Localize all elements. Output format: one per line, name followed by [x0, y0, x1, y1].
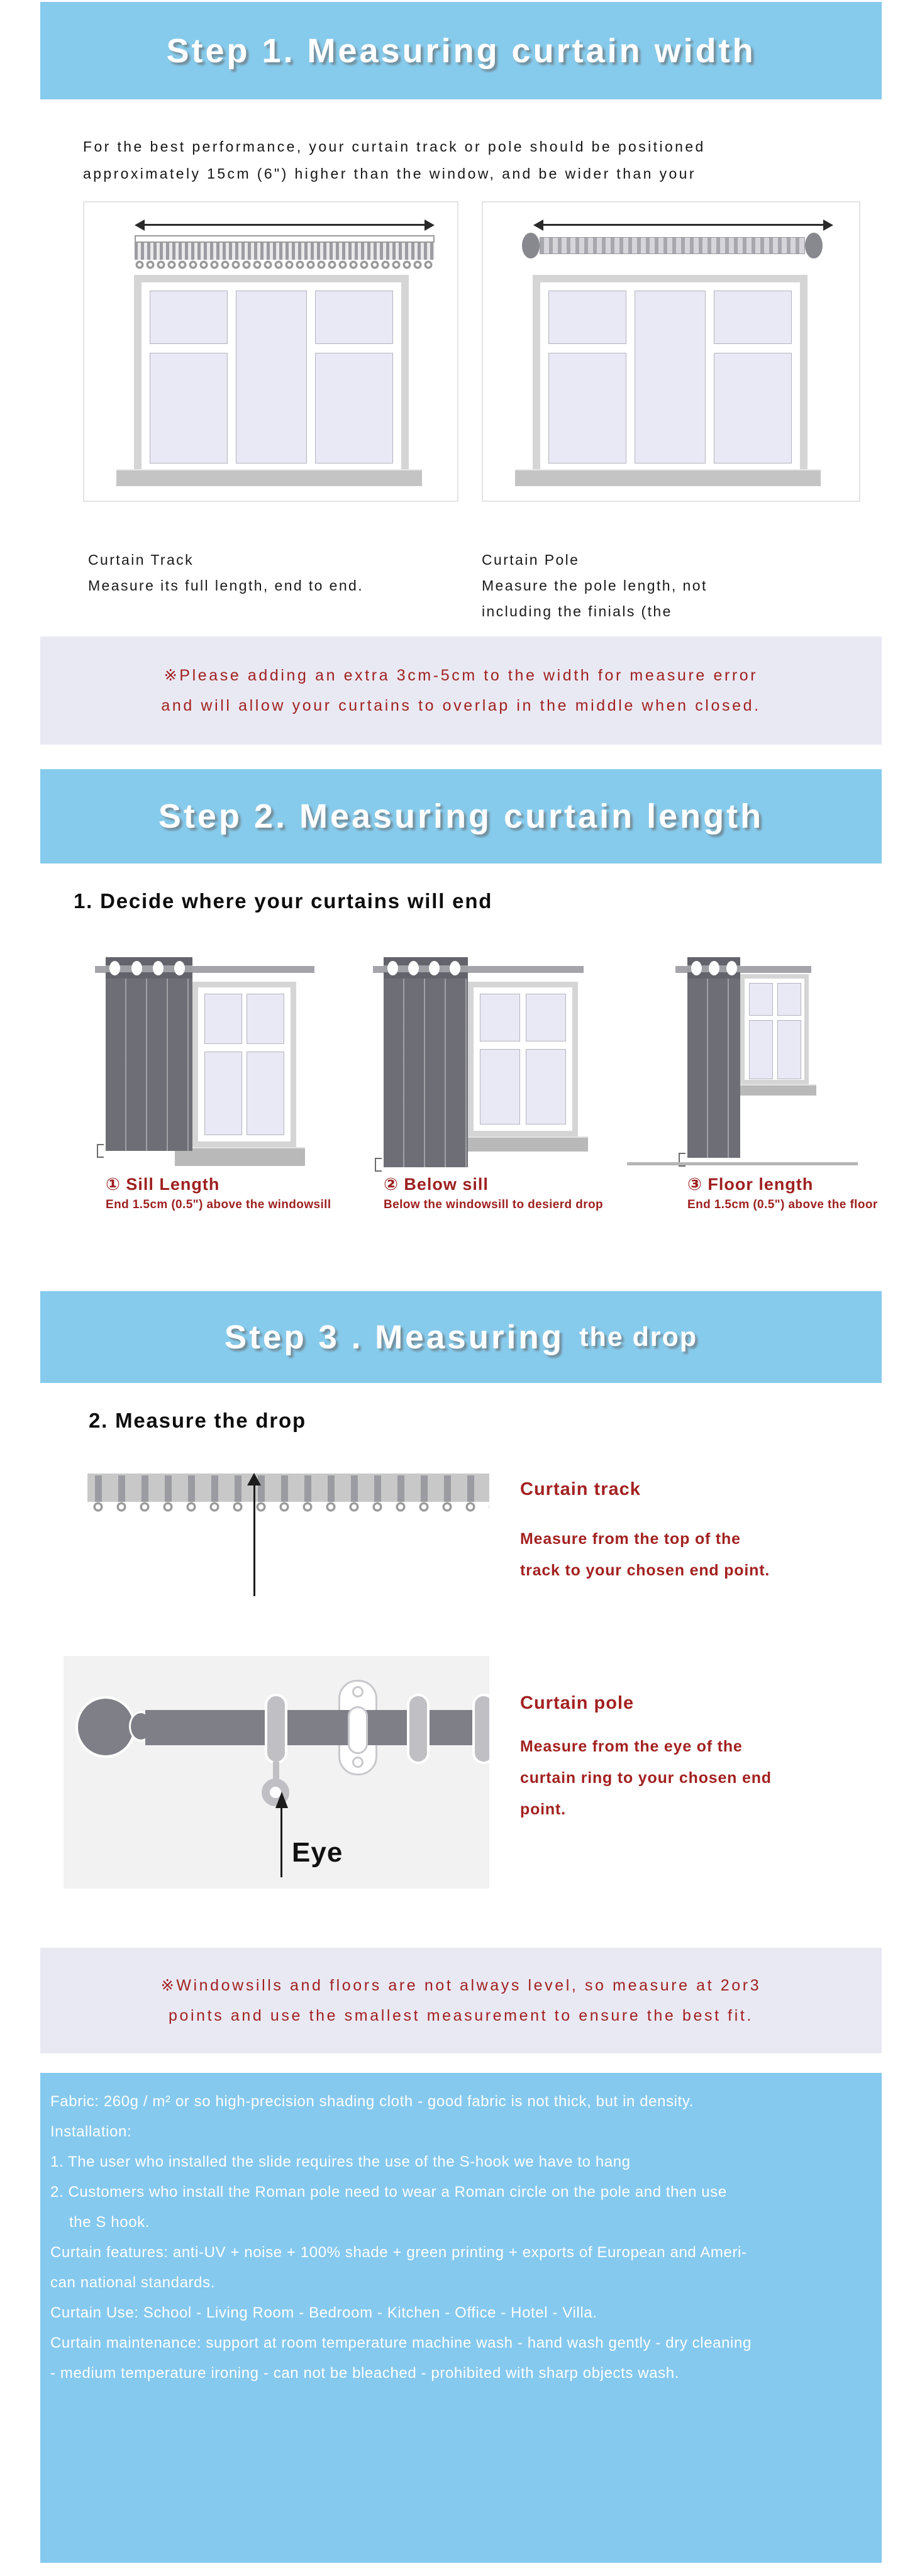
- info-maintenance: Curtain maintenance: support at room temperature machine wash - hand wash gently - dry cleaning: [50, 2334, 752, 2351]
- glider-loops: [87, 1501, 489, 1514]
- arrow-right-icon: [424, 219, 435, 231]
- bracket-screw: [352, 1686, 363, 1697]
- grommet: [450, 961, 460, 975]
- window-sill: [116, 469, 422, 486]
- info-features-2: can national standards.: [50, 2274, 215, 2291]
- measure-mark: [97, 1144, 104, 1158]
- info-install-2b: the S hook.: [69, 2214, 150, 2231]
- curtain-heading-pleats: [135, 243, 435, 260]
- pole-drop-title: Curtain pole: [520, 1693, 635, 1713]
- drop-note-line1: ※Windowsills and floors are not always level, so measure at 2or3: [160, 1977, 762, 1994]
- window-pane: [236, 291, 307, 464]
- grommet: [131, 961, 142, 975]
- info-features: Curtain features: anti-UV + noise + 100% shade + green printing + exports of European and Ameri-: [50, 2244, 747, 2261]
- track-caption-title: Curtain Track: [88, 552, 194, 568]
- window-frame: [134, 275, 409, 479]
- window-sill: [458, 1136, 588, 1152]
- track-gliders: [87, 1475, 489, 1502]
- step3-subheading: 2. Measure the drop: [89, 1409, 306, 1432]
- option-below-sill-desc: Below the windowsill to desierd drop: [384, 1198, 604, 1211]
- window-pane: [526, 1049, 566, 1124]
- pole-caption-title: Curtain Pole: [482, 552, 580, 568]
- step3-title-sub: the drop: [579, 1321, 698, 1352]
- window-frame: [192, 982, 296, 1147]
- window-pane: [315, 291, 393, 344]
- info-install-1: 1. The user who installed the slide requires the use of the S-hook we have to hang: [50, 2153, 631, 2170]
- step1-intro: [83, 133, 706, 187]
- window-pane: [548, 291, 626, 344]
- grommet: [429, 961, 440, 975]
- curtain-panel: [106, 979, 192, 1151]
- step1-title: Step 1. Measuring curtain width: [166, 31, 756, 70]
- grommet: [387, 961, 398, 975]
- window-frame: [468, 982, 578, 1136]
- window-pane: [526, 994, 566, 1041]
- width-note-line2: and will allow your curtains to overlap in the middle when closed.: [161, 697, 761, 714]
- pole-caption-line1: Measure the pole length, not: [482, 577, 707, 594]
- curtain-ring: [265, 1694, 287, 1764]
- grommet: [174, 961, 185, 975]
- curtain-ring: [472, 1694, 489, 1764]
- step2-header-banner: [40, 769, 882, 863]
- drop-note-line2: points and use the smallest measurement to ensure the best fit.: [169, 2007, 753, 2024]
- width-note-line1: ※Please adding an extra 3cm-5cm to the width for measure error: [164, 667, 758, 684]
- window-pane: [204, 994, 242, 1044]
- grommet: [153, 961, 164, 975]
- window-pane: [480, 994, 520, 1041]
- window-pane: [635, 291, 706, 464]
- curtain-ring: [407, 1694, 430, 1764]
- drop-arrow-head-icon: [247, 1473, 261, 1485]
- grommet: [726, 961, 737, 975]
- step3-title-main: Step 3 . Measuring: [224, 1318, 565, 1356]
- width-arrow: [533, 219, 833, 231]
- product-info-panel: [40, 2073, 882, 2563]
- bracket-slot: [348, 1706, 368, 1754]
- eye-arrow-stem: [280, 1807, 282, 1877]
- pole-finial: [805, 233, 823, 258]
- window-sill: [515, 469, 821, 486]
- window-pane: [548, 353, 626, 464]
- eye-arrow-head-icon: [275, 1792, 288, 1808]
- drop-arrow-stem: [253, 1484, 255, 1596]
- window-sill: [175, 1147, 305, 1166]
- pole-bar: [145, 1710, 489, 1745]
- track-caption: [88, 547, 363, 599]
- pole-caption-line2: including the finials (the: [482, 603, 672, 619]
- window-frame: [533, 275, 807, 479]
- window-pane: [777, 983, 801, 1016]
- pole-finial: [522, 233, 540, 258]
- track-bar: [135, 235, 435, 243]
- window-pane: [714, 353, 792, 464]
- window-sill: [731, 1084, 816, 1096]
- arrow-right-icon: [823, 219, 833, 231]
- curtain-pole-illustration: [482, 201, 860, 502]
- option-sill-length-label: ① Sill Length: [106, 1175, 220, 1194]
- window-pane: [150, 353, 228, 464]
- eye-label: Eye: [292, 1837, 343, 1868]
- window-pane: [777, 1020, 801, 1079]
- track-caption-body: Measure its full length, end to end.: [88, 577, 364, 594]
- option-floor-length-label: ③ Floor length: [687, 1175, 814, 1194]
- pole-finial-ball: [75, 1696, 136, 1758]
- info-use: Curtain Use: School - Living Room - Bedroom - Kitchen - Office - Hotel - Villa.: [50, 2304, 597, 2321]
- track-hook-loops: [135, 260, 435, 270]
- bracket-screw: [352, 1757, 363, 1768]
- step1-header-banner: [40, 2, 882, 99]
- curtain-panel: [687, 979, 740, 1158]
- curtain-pole-drop-illustration: [64, 1656, 489, 1889]
- pole-caption: [482, 547, 707, 625]
- option-below-sill-label: ② Below sill: [384, 1175, 489, 1194]
- measure-mark: [375, 1158, 382, 1172]
- window-pane: [714, 291, 792, 344]
- info-fabric: Fabric: 260g / m² or so high-precision shading cloth - good fabric is not thick, but in density.: [50, 2093, 694, 2110]
- window-pane: [315, 353, 393, 464]
- grommet: [408, 961, 419, 975]
- intro-line-2: approximately 15cm (6") higher than the window, and be wider than your: [83, 165, 696, 182]
- drop-note: [40, 1948, 882, 2053]
- info-maintenance-2: - medium temperature ironing - can not be bleached - prohibited with sharp objects wash.: [50, 2365, 679, 2382]
- width-note: [40, 636, 882, 745]
- step2-title: Step 2. Measuring curtain length: [158, 797, 764, 835]
- width-arrow: [135, 219, 435, 231]
- window-pane: [749, 983, 773, 1016]
- option-sill-length-desc: End 1.5cm (0.5") above the windowsill: [106, 1198, 331, 1211]
- window-pane: [247, 1052, 284, 1135]
- step2-subheading: 1. Decide where your curtains will end: [74, 889, 493, 913]
- window-frame: [740, 974, 809, 1084]
- window-pane: [204, 1052, 242, 1135]
- grommet: [709, 961, 719, 975]
- grommet: [691, 961, 702, 975]
- step3-header-banner: [40, 1291, 882, 1383]
- intro-line-1: For the best performance, your curtain track or pole should be positioned: [83, 138, 706, 155]
- info-installation: Installation:: [50, 2123, 132, 2140]
- info-install-2: 2. Customers who install the Roman pole need to wear a Roman circle on the pole and then use: [50, 2184, 727, 2201]
- track-drop-body: Measure from the top of the track to your chosen end point.: [520, 1530, 770, 1579]
- grommet: [109, 961, 120, 975]
- option-floor-length-desc: End 1.5cm (0.5") above the floor: [687, 1198, 878, 1211]
- pole-drop-body: Measure from the eye of the curtain ring to your chosen end point.: [520, 1738, 772, 1818]
- floor-line: [627, 1162, 858, 1165]
- window-pane: [749, 1020, 773, 1079]
- window-pane: [247, 994, 284, 1044]
- curtain-panel: [384, 979, 468, 1167]
- window-pane: [150, 291, 228, 344]
- window-pane: [480, 1049, 520, 1124]
- track-drop-title: Curtain track: [520, 1479, 641, 1499]
- pole-with-rings: [540, 237, 805, 254]
- curtain-track-illustration: [83, 201, 458, 502]
